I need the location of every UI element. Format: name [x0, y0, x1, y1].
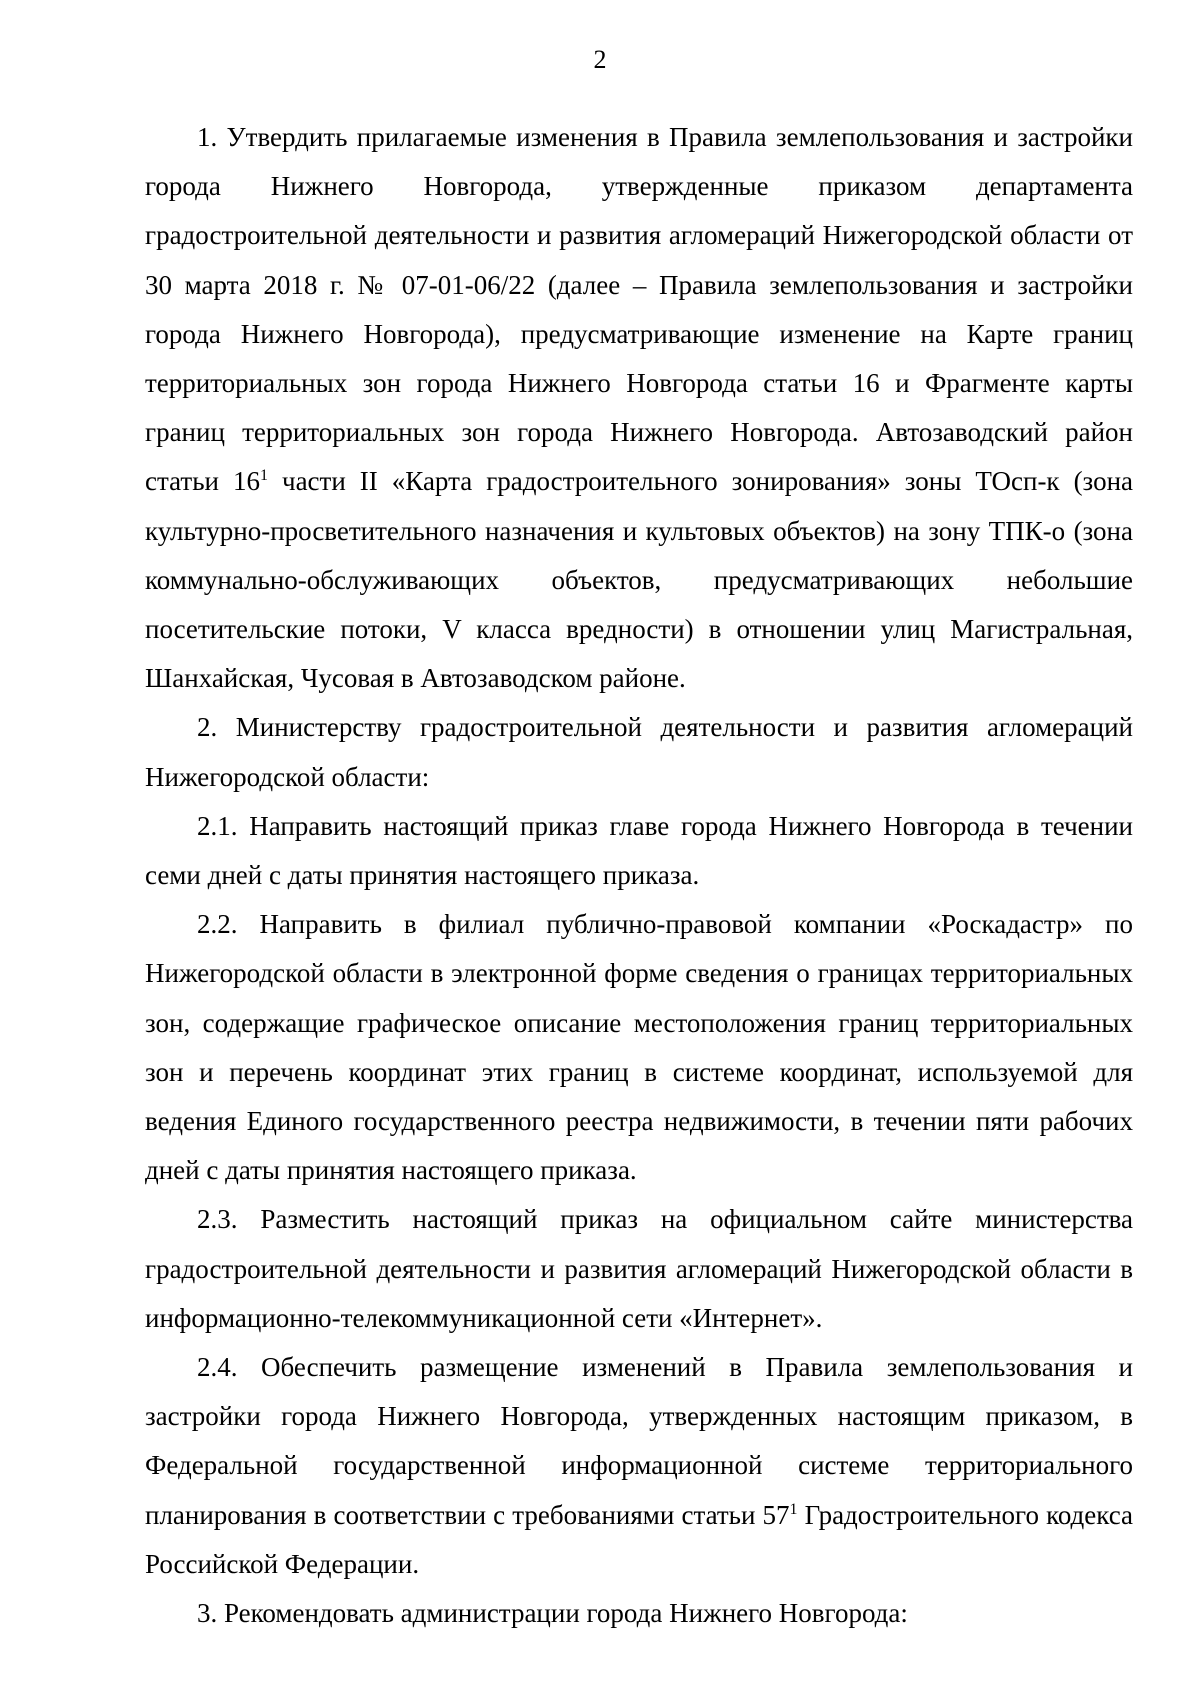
- paragraph-1-text-b: части II «Карта градостроительного зонирования» зоны ТОсп-к (зона культурно-просветительного назначения и культовых объектов) на зону ТПК-о (зона коммунально-обслуживающих объектов, предусматривающих небольшие посетительские потоки, V класса вредности) в отношении улиц Магистральная, Шанхайская, Чусовая в Автозаводском районе.: [145, 466, 1133, 694]
- paragraph-2-4-text-a: 2.4. Обеспечить размещение изменений в Правила землепользования и застройки города Нижнего Новгорода, утвержденных настоящим приказом, в Федеральной государственной информационной системе территориального планирования в соответствии с требованиями статьи 57: [145, 1352, 1133, 1530]
- paragraph-1-text-a: 1. Утвердить прилагаемые изменения в Правила землепользования и застройки города Нижнего Новгорода, утвержденные приказом департамента градостроительной деятельности и развития агломераций Нижегородской области от 30 марта 2018 г. № 07-01-06/22 (далее – Правила землепользования и застройки города Нижнего Новгорода), предусматривающие изменение на Карте границ территориальных зон города Нижнего Новгорода статьи 16 и Фрагменте карты границ территориальных зон города Нижнего Новгорода. Автозаводский район статьи 16: [145, 122, 1133, 497]
- paragraph-2-1: 2.1. Направить настоящий приказ главе города Нижнего Новгорода в течении семи дней с даты принятия настоящего приказа.: [145, 810, 1133, 891]
- paragraph-2-4: [145, 1343, 1133, 1589]
- paragraph-2-3: 2.3. Разместить настоящий приказ на официальном сайте министерства градостроительной деятельности и развития агломераций Нижегородской области в информационно-телекоммуникационной сети «Интернет».: [145, 1204, 1133, 1333]
- superscript: 1: [259, 467, 268, 485]
- page-number: 2: [593, 45, 607, 74]
- paragraph-2-4-text-b: Градостроительного кодекса Российской Федерации.: [145, 1499, 1133, 1579]
- superscript: 1: [789, 1500, 798, 1518]
- document-body: [145, 113, 1133, 1638]
- paragraph-2-2: 2.2. Направить в филиал публично-правовой компании «Роскадастр» по Нижегородской области в электронной форме сведения о границах территориальных зон, содержащие графическое описание местоположения границ территориальных зон и перечень координат этих границ в системе координат, используемой для ведения Единого государственного реестра недвижимости, в течении пяти рабочих дней с даты принятия настоящего приказа.: [145, 909, 1133, 1186]
- paragraph-1: [145, 113, 1133, 703]
- paragraph-3: 3. Рекомендовать администрации города Нижнего Новгорода:: [197, 1598, 908, 1629]
- paragraph-2: 2. Министерству градостроительной деятельности и развития агломераций Нижегородской области:: [145, 712, 1133, 792]
